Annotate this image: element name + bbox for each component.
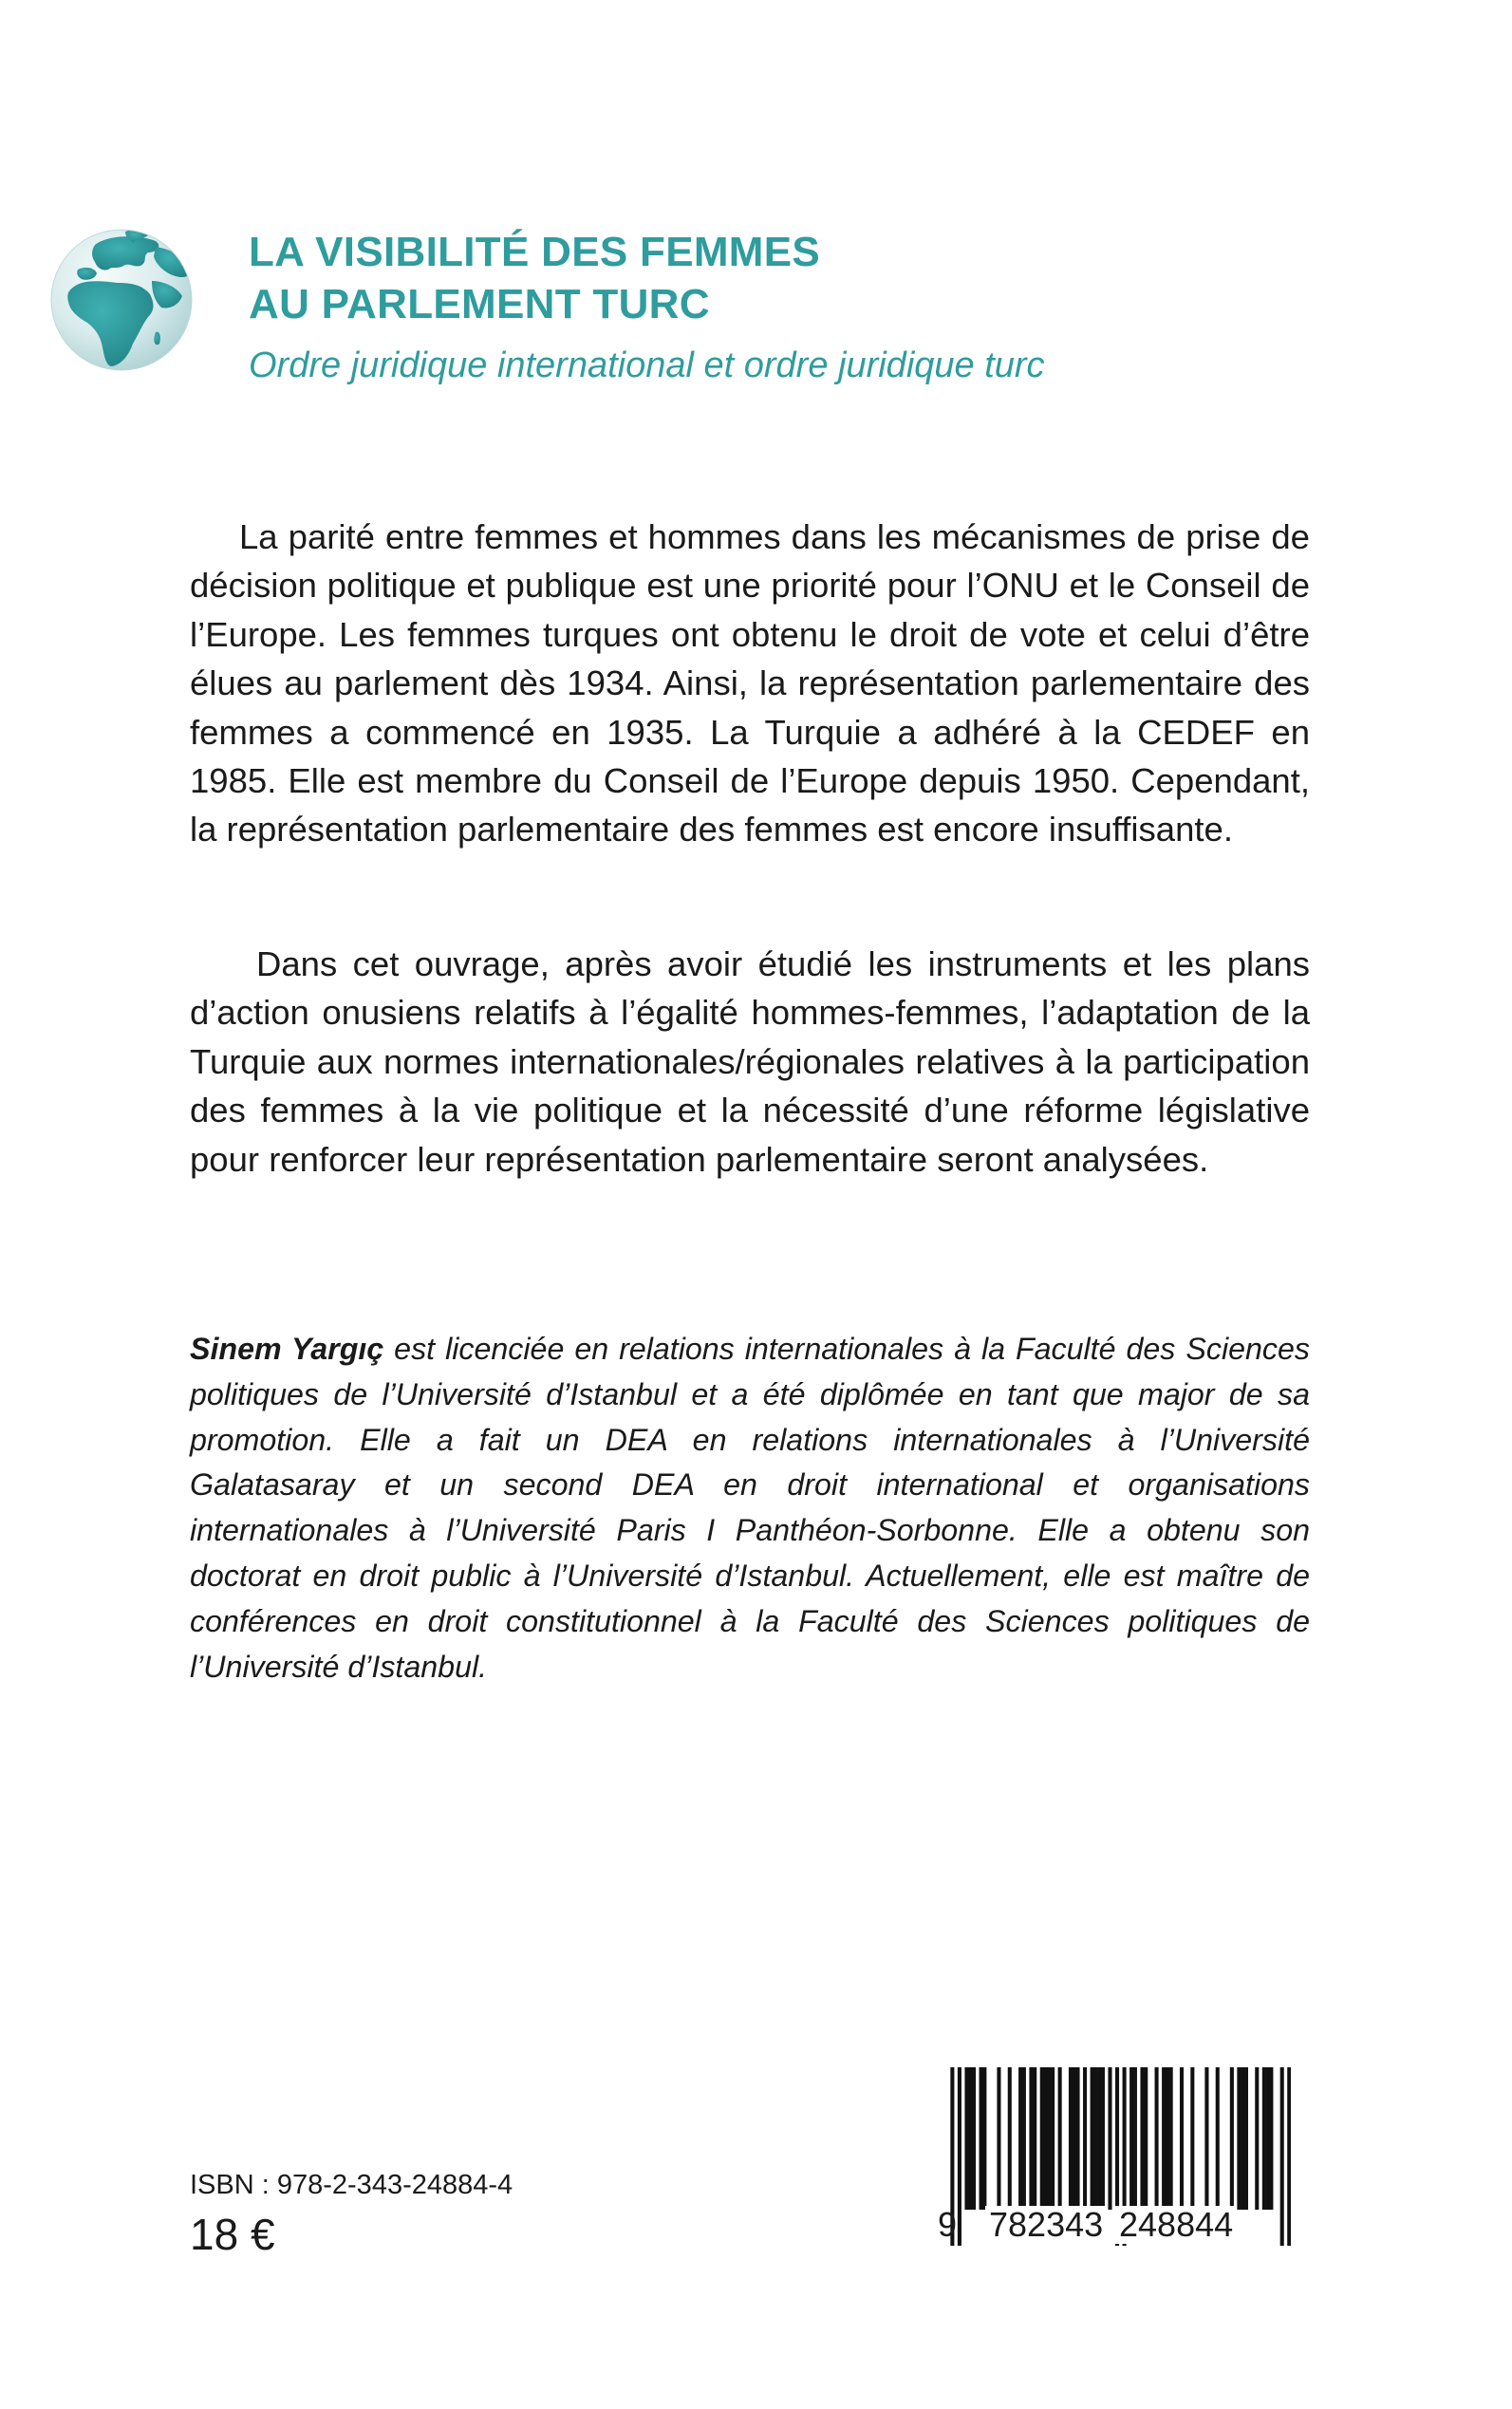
author-bio (190, 1327, 1310, 1690)
barcode-bar (1140, 2067, 1144, 2210)
barcode-bar (1230, 2067, 1234, 2210)
barcode-right-digits: 248844 (1115, 2206, 1237, 2244)
barcode-bar (1097, 2067, 1101, 2210)
barcode-bar (1280, 2067, 1284, 2246)
barcode-bar (1255, 2067, 1259, 2210)
barcode-bar (1073, 2067, 1076, 2210)
barcode-bar (1058, 2067, 1062, 2210)
barcode-bar (1204, 2067, 1208, 2210)
barcode-bar (1091, 2067, 1094, 2210)
barcode-bar (1190, 2067, 1194, 2210)
barcode-bar (1008, 2067, 1012, 2210)
barcode-bar (1266, 2067, 1270, 2210)
barcode-bar (997, 2067, 1000, 2210)
barcode-bar (1018, 2067, 1022, 2210)
barcode-bar (1133, 2067, 1137, 2210)
book-subtitle: Ordre juridique international et ordre juridique turc (249, 345, 1045, 385)
barcode-bar (1244, 2067, 1248, 2210)
barcode-bar (1237, 2067, 1241, 2210)
globe-icon (49, 228, 194, 372)
barcode-bar (1043, 2067, 1047, 2210)
barcode-bar (968, 2067, 972, 2210)
barcode-left-digits: 782343 (985, 2206, 1107, 2244)
barcode-bar (1241, 2067, 1244, 2210)
barcode-bar (1101, 2067, 1105, 2210)
barcode-bar (1093, 2067, 1097, 2210)
barcode-bar (1180, 2067, 1184, 2210)
summary-paragraph-1: La parité entre femmes et hommes dans les mécanismes de prise de décision politique et publique est une priorité pour l’ONU et le Conseil de l’Europe. Les femmes turques ont obtenu le droit de vote et celui d’être élues au parlement dès 1934. Ainsi, la représentation parlementaire des femmes a commencé en 1935. La Turquie a adhéré à la CEDEF en 1985. Elle est membre du Conseil de l’Europe depuis 1950. Cependant, la représentation parlementaire des femmes est encore insuffisante. (190, 517, 1310, 850)
barcode-bar (1169, 2067, 1173, 2210)
summary-paragraph-2: Dans cet ouvrage, après avoir étudié les instruments et les plans d’action onusiens relatifs à l’égalité hommes-femmes, l’adaptation de la Turquie aux normes internationales/régionales relatives à la participation des femmes à la vie politique et la nécessité d’une réforme législative pour renforcer leur représentation parlementaire seront analysées. (190, 944, 1310, 1179)
barcode-bar (972, 2067, 976, 2210)
barcode-bar (1269, 2067, 1273, 2210)
title-line-1: LA VISIBILITÉ DES FEMMES (249, 229, 821, 275)
barcode-bar (980, 2067, 983, 2210)
barcode-bar (1155, 2067, 1159, 2210)
barcode-bar (1166, 2067, 1169, 2210)
barcode-bar (1108, 2067, 1111, 2210)
price-text: 18 € (190, 2210, 275, 2259)
barcode-bar (1069, 2067, 1073, 2210)
isbn-text: ISBN : 978-2-343-24884-4 (190, 2170, 513, 2200)
barcode-bar (1051, 2067, 1055, 2210)
barcode-first-digit: 9 (938, 2205, 958, 2244)
barcode-bar (1075, 2067, 1079, 2210)
barcode-bar (958, 2067, 961, 2246)
barcode-bar (1047, 2067, 1051, 2210)
barcode-bar (982, 2067, 986, 2210)
title-line-2: AU PARLEMENT TURC (249, 281, 710, 327)
barcode-bar (1040, 2067, 1044, 2210)
barcode-bar (1029, 2067, 1033, 2210)
barcode-bar (1216, 2067, 1220, 2210)
author-bio-text: est licenciée en relations internationales à la Faculté des Sciences politiques de l’Université d’Istanbul et a été diplômée en tant que major de sa promotion. Elle a fait un DEA en relations internationales à l’Université Galatasaray et un second DEA en droit international et organisations internationales à l’Université Paris I Panthéon-Sorbonne. Elle a obtenu son doctorat en droit public à l’Université d’Istanbul. Actuellement, elle est maître de conférences en droit constitutionnel à la Faculté des Sciences politiques de l’Université d’Istanbul. (190, 1332, 1310, 1684)
barcode-bar (1287, 2067, 1291, 2246)
author-name: Sinem Yargıç (190, 1332, 384, 1366)
barcode-bar (1022, 2067, 1026, 2210)
book-title (249, 226, 820, 330)
barcode-bar (1033, 2067, 1036, 2210)
barcode-bar (1144, 2067, 1148, 2210)
barcode-bar (1262, 2067, 1266, 2210)
barcode-bar (1129, 2067, 1133, 2210)
barcode-bar (1162, 2067, 1166, 2210)
barcode-bar (964, 2067, 968, 2210)
barcode-bar (1083, 2067, 1087, 2210)
